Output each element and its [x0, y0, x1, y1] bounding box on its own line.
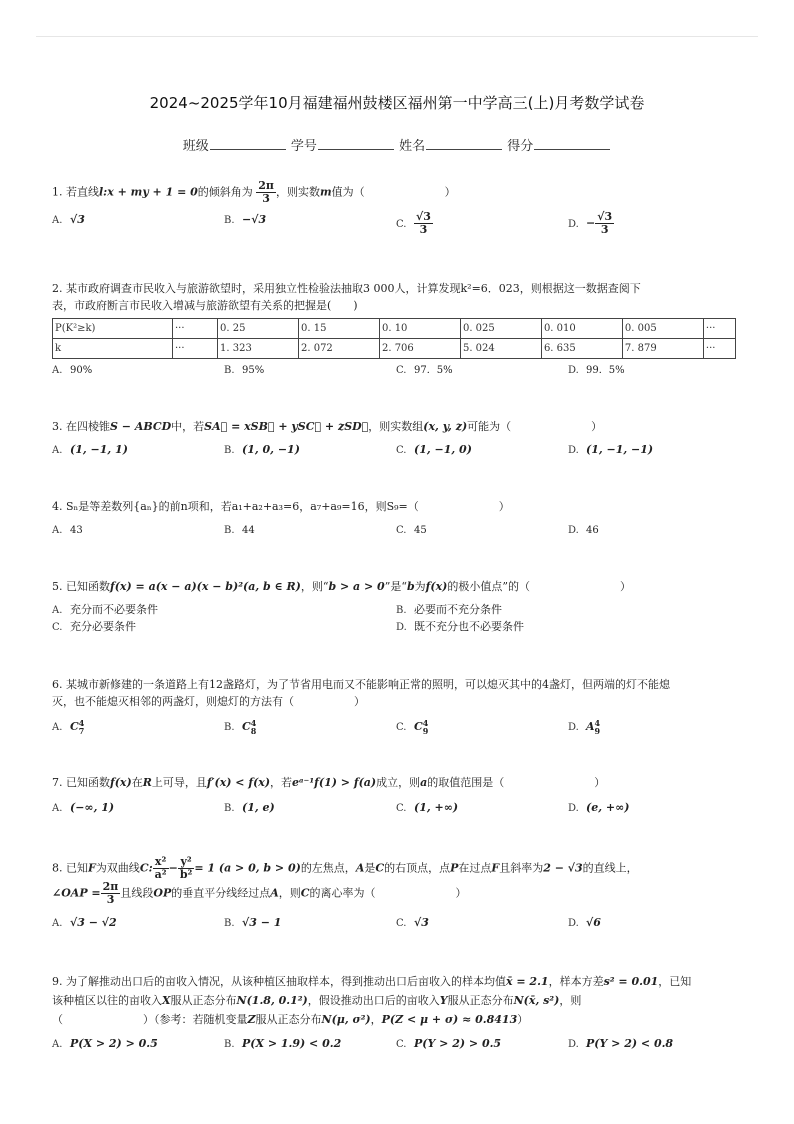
options [52, 914, 744, 932]
options [52, 521, 744, 539]
question-5 [52, 578, 744, 635]
option-text: √6 [586, 916, 601, 929]
options-row-1 [52, 601, 744, 618]
option-b[interactable] [224, 799, 275, 817]
math: s² = 0.01 [603, 975, 659, 988]
table-cell: 6. 635 [541, 339, 622, 359]
stem-text: 中，若 [171, 420, 205, 433]
stem-text: 若直线 [66, 185, 99, 199]
fraction [153, 856, 169, 881]
name-blank[interactable] [426, 148, 502, 150]
stem-text: Sₙ是等差数列{aₙ}的前n项和，若a₁+a₂+a₃=6，a₇+a₉=16，则S₉=（ [66, 500, 419, 513]
table-cell: 2. 072 [298, 339, 379, 359]
question-number: 6. [52, 678, 63, 691]
option-text: (e, +∞) [586, 801, 630, 814]
fraction [595, 211, 614, 236]
option-text: A [586, 720, 595, 733]
header-rule [36, 36, 758, 37]
option-letter: B. [224, 918, 235, 929]
option-text: C [70, 720, 79, 733]
option-text: (−∞, 1) [70, 801, 115, 814]
question-6 [52, 676, 744, 736]
stem-text: ，则 [559, 994, 582, 1007]
option-a[interactable] [52, 914, 117, 932]
math: N(μ, σ²) [321, 1013, 371, 1026]
stem-text: ）（参考：若随机变量 [143, 1013, 248, 1026]
stem-text: 在 [131, 776, 143, 789]
option-letter: A. [52, 445, 63, 456]
stem-text: ，样本方差 [548, 975, 604, 988]
option-letter: D. [568, 365, 579, 376]
stem-text: ，则实数 [275, 185, 320, 199]
math: P [450, 861, 459, 875]
options [52, 718, 744, 736]
math: f(x) [110, 776, 132, 789]
table-row [53, 339, 736, 359]
option-text: 必要而不充分条件 [414, 603, 502, 616]
stem-text: 的直线上， [582, 861, 638, 875]
option-text: √3 [414, 916, 429, 929]
stem-text: 表，市政府断言市民收入增减与旅游欲望有关系的把握是( ) [52, 299, 358, 312]
stem-text: ） [620, 580, 631, 593]
option-letter: C. [396, 803, 407, 814]
math: l:x + my + 1 = 0 [99, 185, 198, 199]
option-a[interactable] [52, 521, 83, 539]
table-cell: 0. 025 [460, 319, 541, 339]
option-text: 45 [414, 525, 427, 536]
math: eᵃ⁻¹f(1) > f(a) [292, 776, 377, 789]
option-letter: B. [396, 605, 407, 616]
math: SA⃗ = xSB⃗ + ySC⃗ + zSD⃗ [204, 420, 369, 433]
score-blank[interactable] [534, 148, 610, 150]
stem-text: 且线段 [120, 886, 154, 900]
option-c[interactable] [396, 914, 429, 932]
math: Z [247, 1013, 256, 1026]
option-text: 90% [70, 365, 93, 376]
stem-text: 上可导，且 [151, 776, 207, 789]
math: F [491, 861, 500, 875]
stem-text: 可能为（ [467, 420, 512, 433]
option-letter: B. [224, 215, 235, 226]
question-4-stem [52, 498, 744, 515]
question-9 [52, 972, 744, 1053]
math: b > a > 0 [328, 580, 385, 593]
option-text: √3 − √2 [70, 916, 117, 929]
options [52, 799, 744, 817]
stem-text: ） [517, 1013, 529, 1026]
table-cell: 0. 25 [218, 319, 299, 339]
denominator: a² [154, 868, 167, 881]
option-letter: A. [52, 803, 63, 814]
option-text: 97．5% [414, 365, 453, 376]
denominator: b² [179, 868, 193, 881]
fraction [256, 180, 276, 205]
option-b[interactable] [396, 601, 502, 619]
math: m [319, 185, 332, 199]
superscript: 4 [250, 718, 257, 728]
student-id-blank[interactable] [318, 148, 394, 150]
stem-text: ，则“ [300, 580, 329, 593]
math: b [406, 580, 415, 593]
stem-text: ） [354, 695, 365, 708]
math: A [270, 886, 279, 900]
option-text: (1, −1, 0) [414, 443, 472, 456]
student-id-label: 学号 [290, 139, 317, 154]
question-number: 5. [52, 580, 63, 593]
stem-text: 值为（ [331, 185, 365, 199]
option-a[interactable] [52, 441, 128, 459]
math: OP [153, 886, 172, 900]
option-d[interactable] [396, 618, 524, 636]
question-number: 2. [52, 282, 63, 295]
question-3-stem [52, 418, 744, 435]
option-text: 46 [586, 525, 599, 536]
option-c[interactable] [396, 441, 472, 459]
math: Y [439, 994, 448, 1007]
option-text: P(Y > 2) > 0.5 [414, 1037, 502, 1050]
option-text: 既不充分也不必要条件 [414, 620, 524, 633]
question-7 [52, 774, 744, 817]
options [52, 211, 744, 237]
table-cell: 0. 005 [622, 319, 703, 339]
option-b[interactable] [224, 914, 281, 932]
math: R [142, 776, 152, 789]
stem-text: ，若 [270, 776, 293, 789]
option-letter: D. [568, 525, 579, 536]
math: 2 − √3 [543, 861, 583, 875]
option-b[interactable] [224, 211, 266, 229]
option-text: 95% [242, 365, 265, 376]
option-text: 44 [242, 525, 255, 536]
option-letter: A. [52, 722, 63, 733]
math: P(Z < μ + σ) ≈ 0.8413 [381, 1013, 518, 1026]
option-text: 充分必要条件 [70, 620, 136, 633]
options-row-2 [52, 618, 744, 635]
numerator: 2π [258, 179, 274, 192]
option-a[interactable] [52, 601, 158, 619]
stem-text: 的离心率为（ [309, 886, 376, 900]
option-letter: A. [52, 525, 63, 536]
table-cell: P(K²≥k) [53, 319, 173, 339]
question-2 [52, 280, 744, 379]
class-blank[interactable] [210, 148, 286, 150]
math: S − ABCD [110, 420, 172, 433]
option-letter: B. [224, 722, 235, 733]
question-6-stem [52, 676, 744, 710]
question-number: 7. [52, 776, 63, 789]
stem-text: ，则 [278, 886, 301, 900]
stem-text: 为 [414, 580, 426, 593]
option-text: √3 − 1 [242, 916, 282, 929]
option-letter: D. [568, 722, 579, 733]
option-text: C [242, 720, 251, 733]
option-letter: C. [52, 622, 63, 633]
stem-text: ，则实数组 [368, 420, 424, 433]
math: = 1 (a > 0, b > 0) [194, 861, 301, 875]
option-text: (1, e) [242, 801, 275, 814]
table-cell: ··· [703, 339, 735, 359]
option-text: −√3 [242, 213, 267, 226]
option-c[interactable] [396, 799, 458, 817]
option-letter: C. [396, 445, 407, 456]
option-letter: A. [52, 1039, 63, 1050]
option-c[interactable] [396, 361, 453, 379]
math: X [162, 994, 171, 1007]
stem-text: 服从正态分布 [170, 994, 237, 1007]
option-a[interactable] [52, 211, 85, 229]
class-label: 班级 [182, 139, 209, 154]
numerator: 2π [102, 880, 119, 893]
question-8-stem [52, 856, 744, 906]
option-b[interactable] [224, 1035, 341, 1053]
option-d[interactable] [568, 211, 614, 236]
table-cell: 0. 10 [379, 319, 460, 339]
option-text: 43 [70, 525, 83, 536]
question-number: 3. [52, 420, 63, 433]
stem-text: 且斜率为 [499, 861, 544, 875]
superscript: 4 [594, 718, 601, 728]
option-letter: D. [568, 218, 579, 230]
subscript: 8 [250, 726, 257, 736]
option-letter: B. [224, 803, 235, 814]
stem-text: 的极小值点”的（ [447, 580, 530, 593]
math: ∠OAP = [52, 886, 101, 900]
math: F [88, 861, 96, 875]
fraction [178, 856, 195, 881]
stem-text: 已知 [66, 861, 88, 875]
option-d[interactable] [568, 441, 653, 459]
option-d[interactable] [568, 521, 599, 539]
question-9-stem [52, 972, 744, 1029]
numerator: x² [153, 856, 169, 869]
math: f(x) = a(x − a)(x − b)²(a, b ∈ R) [110, 580, 301, 593]
stem-text: 是 [364, 861, 376, 875]
option-text: (1, 0, −1) [242, 443, 300, 456]
stem-text: （ [52, 1013, 63, 1026]
student-info-line [0, 135, 794, 154]
math: C [375, 861, 385, 875]
option-b[interactable] [224, 441, 300, 459]
question-1-stem [52, 180, 744, 205]
option-letter: C. [396, 722, 407, 733]
option-text: 99．5% [586, 365, 625, 376]
option-d[interactable] [568, 914, 601, 932]
table-cell: k [53, 339, 173, 359]
name-label: 姓名 [399, 139, 426, 154]
option-a[interactable] [52, 799, 114, 817]
subscript: 7 [78, 726, 85, 736]
math: N(x̄, s²) [513, 994, 560, 1007]
table-row [53, 319, 736, 339]
option-d[interactable] [568, 718, 600, 736]
option-text: C [414, 720, 423, 733]
stem-text: 该种植区以往的亩收入 [52, 994, 162, 1007]
critical-value-table [52, 318, 736, 359]
stem-text: ”是“ [384, 580, 407, 593]
option-a[interactable] [52, 1035, 158, 1053]
option-c[interactable] [396, 521, 427, 539]
options [52, 1035, 744, 1053]
stem-text: 在过点 [458, 861, 492, 875]
stem-text: ） [591, 420, 603, 433]
table-cell: ··· [173, 339, 218, 359]
question-4 [52, 498, 744, 539]
option-letter: D. [568, 918, 579, 929]
denominator: 3 [106, 893, 115, 906]
option-d[interactable] [568, 361, 625, 379]
option-text: √3 [70, 213, 85, 226]
math: C [300, 886, 310, 900]
superscript: 4 [78, 718, 85, 728]
option-letter: B. [224, 525, 235, 536]
fraction [101, 881, 121, 906]
table-cell: 2. 706 [379, 339, 460, 359]
option-letter: D. [396, 622, 407, 633]
options [52, 441, 744, 459]
option-letter: C. [396, 918, 407, 929]
math: f(x) [425, 580, 448, 593]
subscript: 9 [422, 726, 429, 736]
stem-text: 某城市新修建的一条道路上有12盏路灯，为了节省用电而又不能影响正常的照明，可以熄灭其中的4盏灯，但两端的灯不能熄 [66, 678, 670, 691]
stem-text: ） [444, 185, 456, 199]
math: x̄ = 2.1 [506, 975, 549, 988]
stem-text: 灭，也不能熄灭相邻的两盏灯，则熄灯的方法有（ [52, 695, 294, 708]
fraction [414, 211, 433, 236]
option-letter: C. [396, 525, 407, 536]
question-1 [52, 180, 744, 237]
option-b[interactable] [224, 361, 264, 379]
stem-text: 的取值范围是（ [427, 776, 505, 789]
denominator: 3 [419, 223, 428, 236]
option-d[interactable] [568, 1035, 673, 1053]
numerator: y² [178, 856, 195, 869]
option-letter: A. [52, 215, 63, 226]
denominator: 3 [262, 192, 270, 205]
question-2-stem [52, 280, 744, 314]
option-sign: − [586, 216, 596, 230]
stem-text: 成立，则 [376, 776, 421, 789]
option-c[interactable] [52, 618, 136, 636]
stem-text: 为了解推动出口后的亩收入情况，从该种植区抽取样本，得到推动出口后亩收入的样本均值 [66, 975, 506, 988]
stem-text: ，假设推动出口后的亩收入 [307, 994, 440, 1007]
option-b[interactable] [224, 521, 255, 539]
stem-text: ） [594, 776, 606, 789]
option-text: (1, +∞) [414, 801, 459, 814]
option-letter: A. [52, 605, 63, 616]
option-letter: D. [568, 445, 579, 456]
option-letter: D. [568, 803, 579, 814]
table-cell: 1. 323 [218, 339, 299, 359]
question-number: 9. [52, 975, 63, 988]
math: a [420, 776, 428, 789]
stem-text: 服从正态分布 [255, 1013, 322, 1026]
stem-text: 的右顶点，点 [384, 861, 451, 875]
option-text: P(X > 2) > 0.5 [70, 1037, 158, 1050]
option-letter: C. [396, 218, 407, 230]
option-c[interactable] [396, 211, 433, 236]
option-letter: A. [52, 918, 63, 929]
table-cell: ··· [173, 319, 218, 339]
option-d[interactable] [568, 799, 629, 817]
table-cell: 7. 879 [622, 339, 703, 359]
question-8 [52, 856, 744, 932]
question-7-stem [52, 774, 744, 791]
option-letter: C. [396, 365, 407, 376]
question-5-stem [52, 578, 744, 595]
math: f′(x) < f(x) [206, 776, 271, 789]
option-a[interactable] [52, 361, 92, 379]
options [52, 361, 744, 379]
score-label: 得分 [507, 139, 534, 154]
option-c[interactable] [396, 1035, 501, 1053]
option-text: (1, −1, 1) [70, 443, 128, 456]
option-text: (1, −1, −1) [586, 443, 654, 456]
numerator: √3 [416, 210, 431, 223]
math: N(1.8, 0.1²) [236, 994, 308, 1007]
option-c[interactable] [396, 718, 428, 736]
superscript: 4 [422, 718, 429, 728]
option-a[interactable] [52, 718, 84, 736]
question-3 [52, 418, 744, 459]
math: C: [139, 861, 153, 875]
stem-text: 的左焦点， [300, 861, 356, 875]
option-letter: A. [52, 365, 63, 376]
stem-text: 某市政府调查市民收入与旅游欲望时，采用独立性检验法抽取3 000人，计算发现k²=6．023，则根据这一数据查阅下 [66, 282, 641, 295]
stem-text: 在四棱锥 [66, 420, 110, 433]
table-cell: 0. 010 [541, 319, 622, 339]
numerator: √3 [597, 210, 613, 223]
stem-text: ） [455, 886, 467, 900]
stem-text: 已知函数 [66, 776, 110, 789]
math: − [168, 861, 178, 875]
question-number: 1. [52, 185, 63, 199]
option-text: 充分而不必要条件 [70, 603, 158, 616]
question-number: 8. [52, 861, 63, 875]
denominator: 3 [600, 223, 609, 236]
table-cell: 0. 15 [298, 319, 379, 339]
stem-text: 的倾斜角为 [197, 185, 253, 199]
option-letter: B. [224, 445, 235, 456]
stem-text: 为双曲线 [95, 861, 140, 875]
stem-text: ） [498, 500, 510, 513]
option-text: P(Y > 2) < 0.8 [586, 1037, 674, 1050]
subscript: 9 [594, 726, 601, 736]
math: A [355, 861, 365, 875]
table-cell: ··· [703, 319, 735, 339]
stem-text: 的垂直平分线经过点 [171, 886, 271, 900]
option-letter: C. [396, 1039, 407, 1050]
question-number: 4. [52, 500, 63, 513]
table-cell: 5. 024 [460, 339, 541, 359]
stem-text: 已知函数 [66, 580, 110, 593]
option-letter: D. [568, 1039, 579, 1050]
stem-text: 服从正态分布 [447, 994, 514, 1007]
math: (x, y, z) [423, 420, 468, 433]
option-letter: B. [224, 365, 235, 376]
stem-text: ，已知 [658, 975, 692, 988]
page-title: 2024~2025学年10月福建福州鼓楼区福州第一中学高三(上)月考数学试卷 [149, 94, 645, 112]
option-letter: B. [224, 1039, 235, 1050]
stem-text: ， [370, 1013, 382, 1026]
option-text: P(X > 1.9) < 0.2 [242, 1037, 342, 1050]
option-b[interactable] [224, 718, 256, 736]
